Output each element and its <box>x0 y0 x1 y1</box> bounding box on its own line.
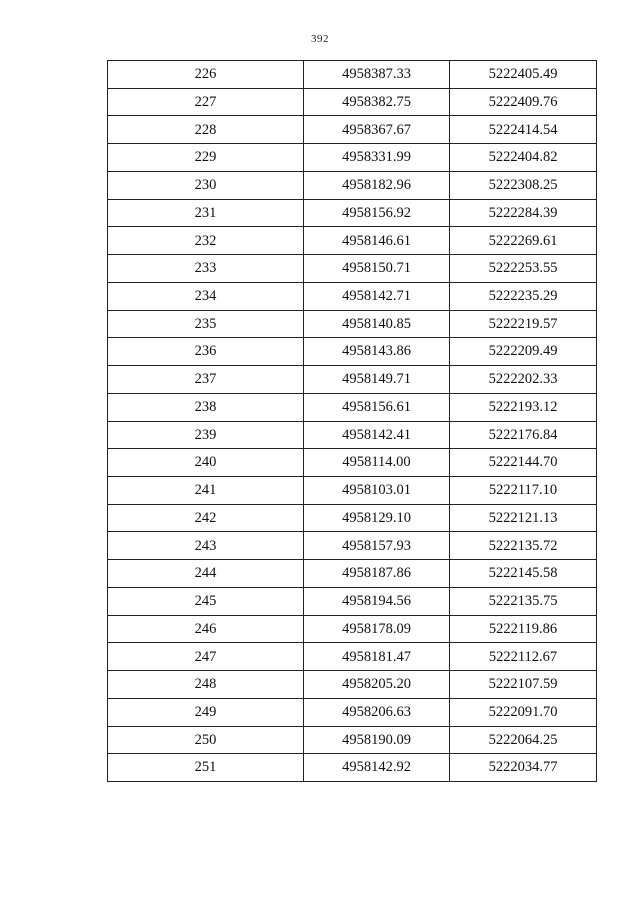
x-coordinate-cell: 4958149.71 <box>304 366 450 394</box>
point-number-cell: 231 <box>108 199 304 227</box>
x-coordinate-cell: 4958156.92 <box>304 199 450 227</box>
x-coordinate-cell: 4958103.01 <box>304 477 450 505</box>
x-coordinate-cell: 4958187.86 <box>304 560 450 588</box>
y-coordinate-cell: 5222107.59 <box>450 671 597 699</box>
point-number-cell: 233 <box>108 255 304 283</box>
y-coordinate-cell: 5222405.49 <box>450 61 597 89</box>
point-number-cell: 237 <box>108 366 304 394</box>
point-number-cell: 235 <box>108 310 304 338</box>
x-coordinate-cell: 4958157.93 <box>304 532 450 560</box>
point-number-cell: 241 <box>108 477 304 505</box>
y-coordinate-cell: 5222135.75 <box>450 587 597 615</box>
table-row <box>108 754 597 782</box>
table-row <box>108 171 597 199</box>
x-coordinate-cell: 4958178.09 <box>304 615 450 643</box>
x-coordinate-cell: 4958367.67 <box>304 116 450 144</box>
x-coordinate-cell: 4958331.99 <box>304 144 450 172</box>
y-coordinate-cell: 5222145.58 <box>450 560 597 588</box>
x-coordinate-cell: 4958190.09 <box>304 726 450 754</box>
table-row <box>108 255 597 283</box>
y-coordinate-cell: 5222091.70 <box>450 698 597 726</box>
x-coordinate-cell: 4958205.20 <box>304 671 450 699</box>
x-coordinate-cell: 4958194.56 <box>304 587 450 615</box>
y-coordinate-cell: 5222121.13 <box>450 504 597 532</box>
y-coordinate-cell: 5222117.10 <box>450 477 597 505</box>
table-row <box>108 366 597 394</box>
x-coordinate-cell: 4958181.47 <box>304 643 450 671</box>
point-number-cell: 247 <box>108 643 304 671</box>
x-coordinate-cell: 4958150.71 <box>304 255 450 283</box>
y-coordinate-cell: 5222064.25 <box>450 726 597 754</box>
table-row <box>108 477 597 505</box>
point-number-cell: 240 <box>108 449 304 477</box>
y-coordinate-cell: 5222409.76 <box>450 88 597 116</box>
page-number: 392 <box>311 33 329 45</box>
y-coordinate-cell: 5222112.67 <box>450 643 597 671</box>
table-row <box>108 88 597 116</box>
x-coordinate-cell: 4958140.85 <box>304 310 450 338</box>
point-number-cell: 250 <box>108 726 304 754</box>
y-coordinate-cell: 5222202.33 <box>450 366 597 394</box>
point-number-cell: 244 <box>108 560 304 588</box>
point-number-cell: 229 <box>108 144 304 172</box>
y-coordinate-cell: 5222235.29 <box>450 282 597 310</box>
x-coordinate-cell: 4958206.63 <box>304 698 450 726</box>
point-number-cell: 227 <box>108 88 304 116</box>
y-coordinate-cell: 5222284.39 <box>450 199 597 227</box>
x-coordinate-cell: 4958182.96 <box>304 171 450 199</box>
table-row <box>108 698 597 726</box>
table-row <box>108 310 597 338</box>
table-row <box>108 504 597 532</box>
table-row <box>108 116 597 144</box>
point-number-cell: 232 <box>108 227 304 255</box>
table-row <box>108 643 597 671</box>
y-coordinate-cell: 5222253.55 <box>450 255 597 283</box>
y-coordinate-cell: 5222219.57 <box>450 310 597 338</box>
table-row <box>108 726 597 754</box>
table-row <box>108 615 597 643</box>
x-coordinate-cell: 4958142.41 <box>304 421 450 449</box>
table-row <box>108 421 597 449</box>
table-row <box>108 449 597 477</box>
y-coordinate-cell: 5222119.86 <box>450 615 597 643</box>
y-coordinate-cell: 5222135.72 <box>450 532 597 560</box>
x-coordinate-cell: 4958382.75 <box>304 88 450 116</box>
x-coordinate-cell: 4958143.86 <box>304 338 450 366</box>
y-coordinate-cell: 5222193.12 <box>450 393 597 421</box>
point-number-cell: 245 <box>108 587 304 615</box>
x-coordinate-cell: 4958142.71 <box>304 282 450 310</box>
y-coordinate-cell: 5222209.49 <box>450 338 597 366</box>
y-coordinate-cell: 5222414.54 <box>450 116 597 144</box>
table-row <box>108 671 597 699</box>
point-number-cell: 248 <box>108 671 304 699</box>
table-row <box>108 560 597 588</box>
table-row <box>108 393 597 421</box>
point-number-cell: 230 <box>108 171 304 199</box>
table-row <box>108 144 597 172</box>
point-number-cell: 243 <box>108 532 304 560</box>
y-coordinate-cell: 5222144.70 <box>450 449 597 477</box>
y-coordinate-cell: 5222269.61 <box>450 227 597 255</box>
point-number-cell: 249 <box>108 698 304 726</box>
table-row <box>108 587 597 615</box>
table-row <box>108 199 597 227</box>
point-number-cell: 246 <box>108 615 304 643</box>
x-coordinate-cell: 4958114.00 <box>304 449 450 477</box>
point-number-cell: 239 <box>108 421 304 449</box>
table-row <box>108 282 597 310</box>
x-coordinate-cell: 4958129.10 <box>304 504 450 532</box>
y-coordinate-cell: 5222308.25 <box>450 171 597 199</box>
x-coordinate-cell: 4958146.61 <box>304 227 450 255</box>
coordinates-table-body <box>108 61 597 782</box>
x-coordinate-cell: 4958142.92 <box>304 754 450 782</box>
point-number-cell: 242 <box>108 504 304 532</box>
table-row <box>108 338 597 366</box>
y-coordinate-cell: 5222034.77 <box>450 754 597 782</box>
y-coordinate-cell: 5222404.82 <box>450 144 597 172</box>
point-number-cell: 228 <box>108 116 304 144</box>
point-number-cell: 251 <box>108 754 304 782</box>
point-number-cell: 226 <box>108 61 304 89</box>
x-coordinate-cell: 4958156.61 <box>304 393 450 421</box>
table-row <box>108 532 597 560</box>
table-row <box>108 61 597 89</box>
point-number-cell: 238 <box>108 393 304 421</box>
table-row <box>108 227 597 255</box>
point-number-cell: 236 <box>108 338 304 366</box>
y-coordinate-cell: 5222176.84 <box>450 421 597 449</box>
coordinates-table <box>107 60 597 782</box>
x-coordinate-cell: 4958387.33 <box>304 61 450 89</box>
point-number-cell: 234 <box>108 282 304 310</box>
